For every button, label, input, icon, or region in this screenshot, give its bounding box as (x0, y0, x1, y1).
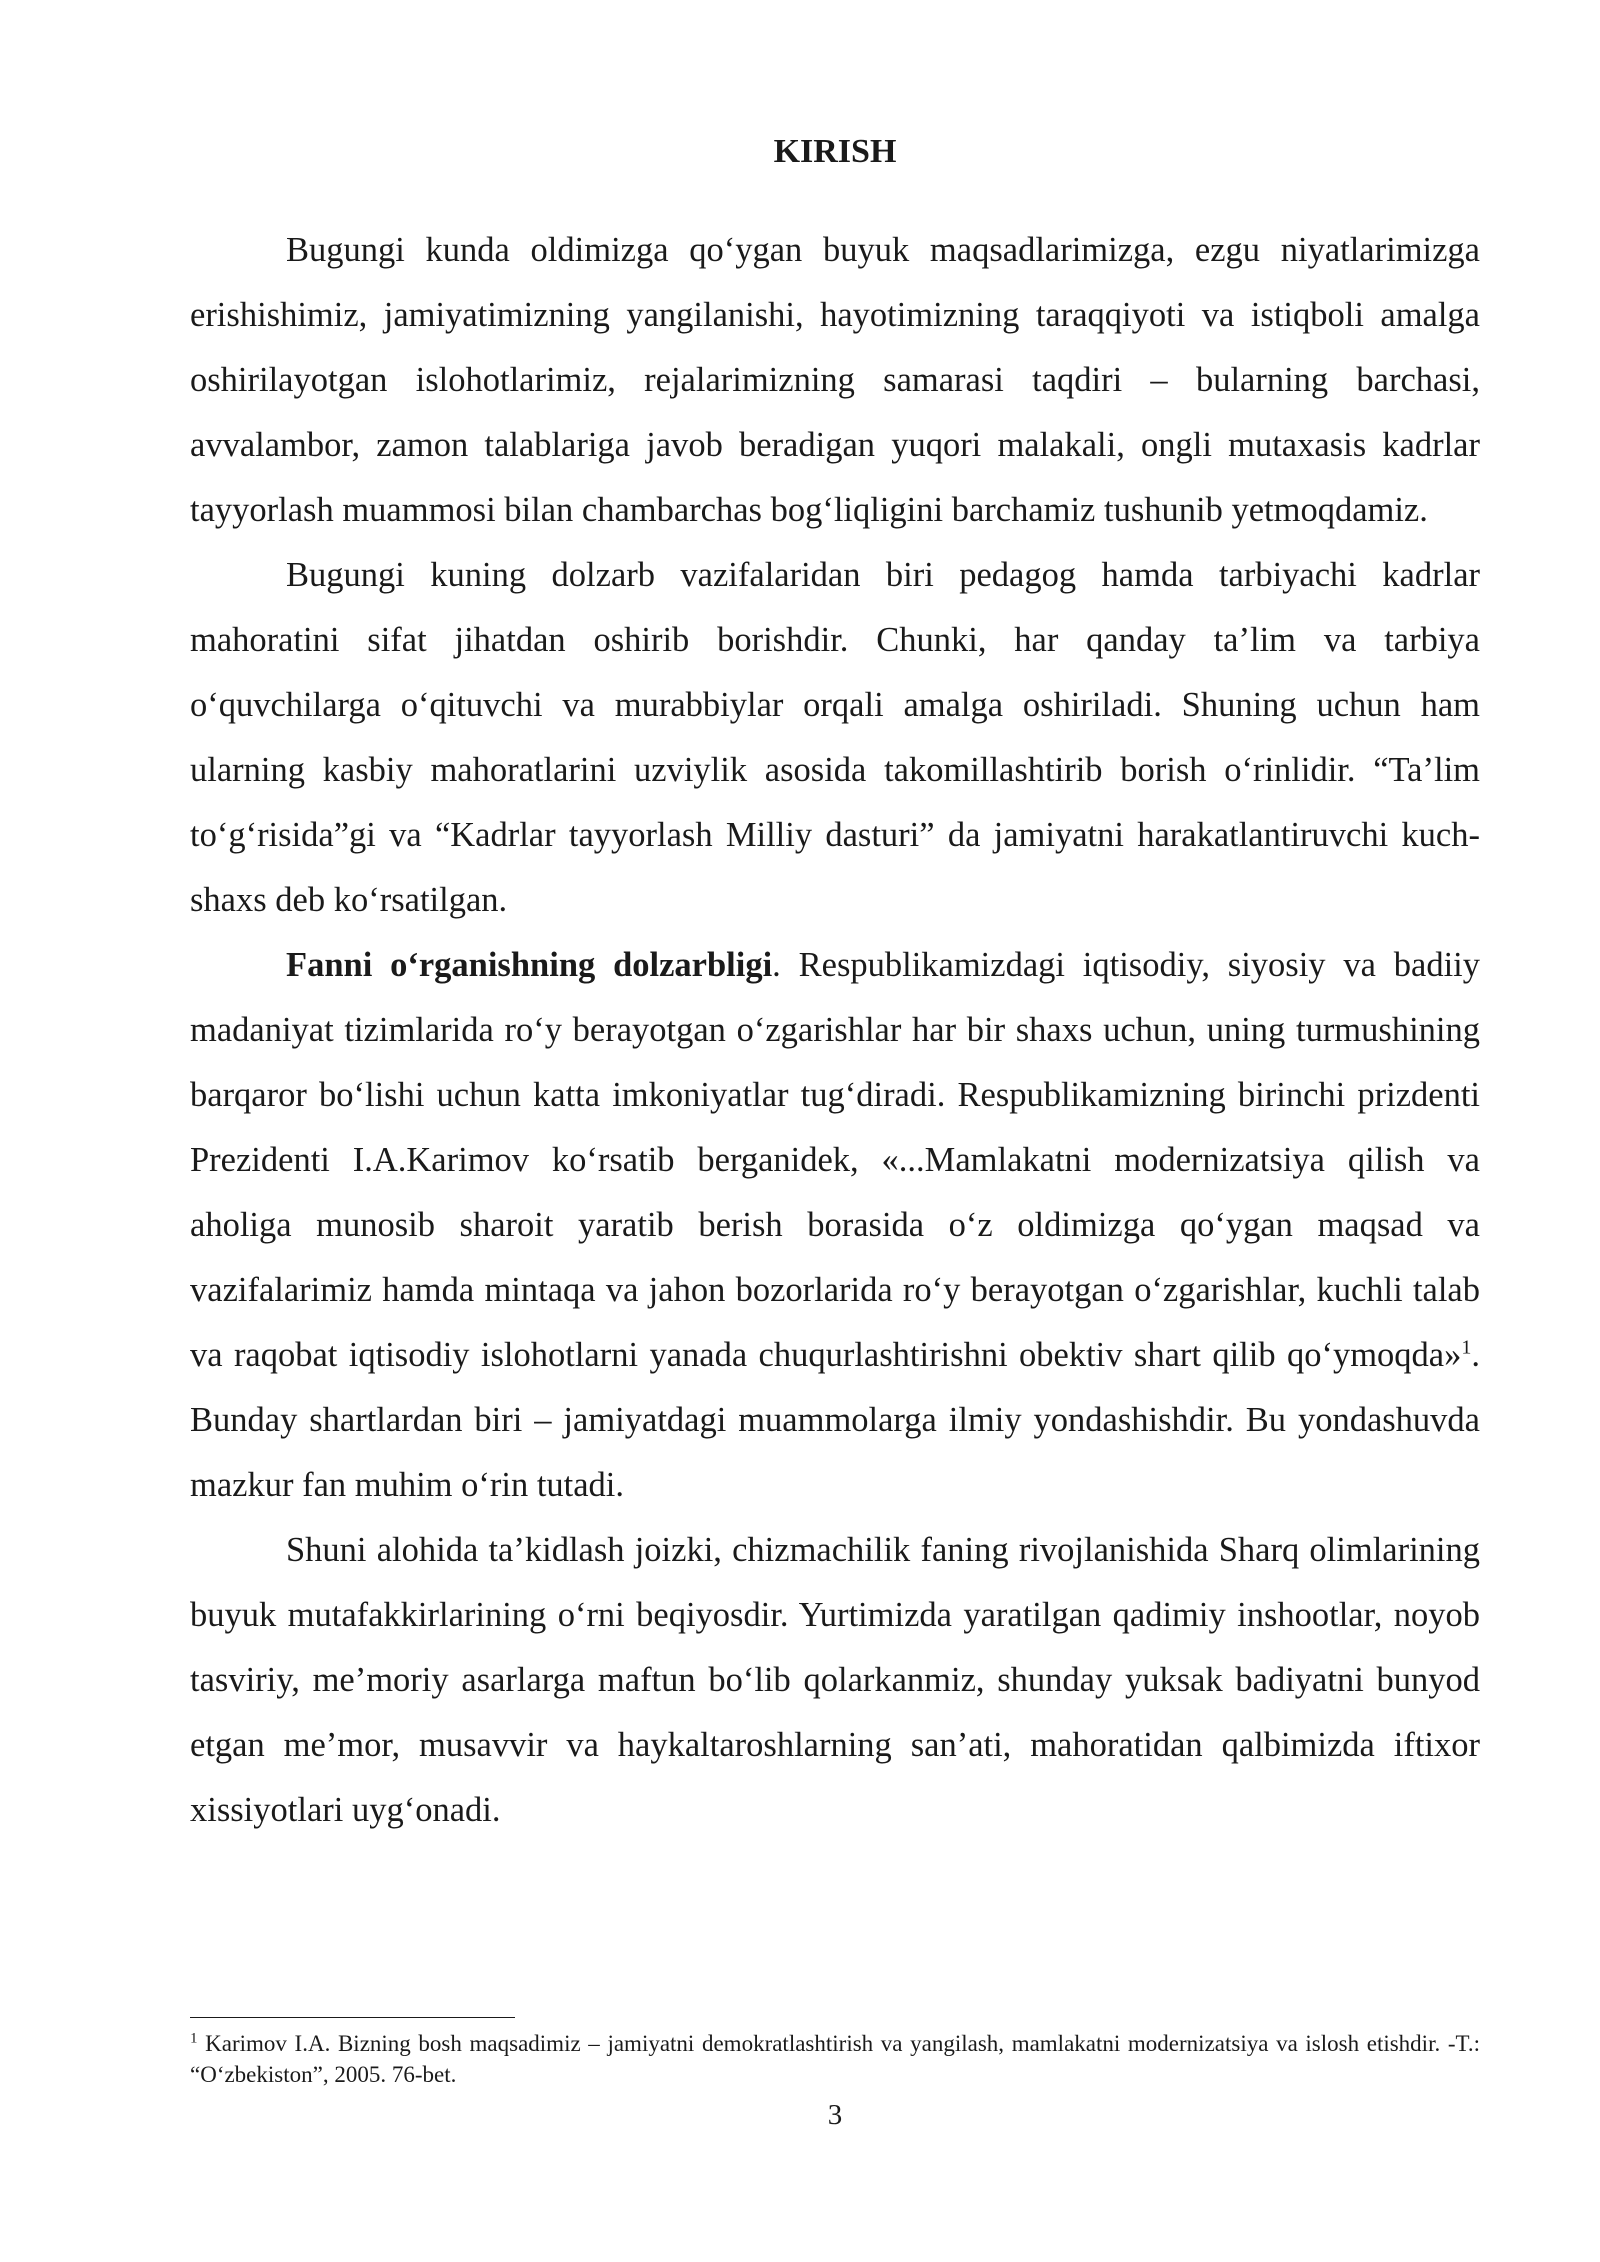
page-number: 3 (827, 2099, 843, 2131)
paragraph-3-text: . Respublikamizdagi iqtisodiy, siyosiy va badiiy madaniyat tizimlarida ro‘y berayotgan o‘zgarishlar har bir shaxs uchun, uning turmushining barqaror bo‘lishi uchun katta imkoniyatlar tug‘diradi. Respublikamizning birinchi prizdenti Prezidenti I.A.Karimov ko‘rsatib berganidek, «...Mamlakatni modernizatsiya qilish va aholiga munosib sharoit yaratib berish borasida o‘z oldimizga qo‘ygan maqsad va vazifalarimiz hamda mintaqa va jahon bozorlarida ro‘y berayotgan o‘zgarishlar, kuchli talab va raqobat iqtisodiy islohotlarni yanada chuqurlashtirishni obektiv shart qilib qo‘ymoqda» (190, 946, 1480, 1374)
footnote-reference[interactable]: 1 (1461, 1336, 1472, 1359)
paragraph-3-heading: Fanni o‘rganishning dolzarbligi (286, 946, 773, 984)
paragraph-4: Shuni alohida ta’kidlash joizki, chizmachilik faning rivojlanishida Sharq olimlarining buyuk mutafakkirlarining o‘rni beqiyosdir. Yurtimizda yaratilgan qadimiy inshootlar, noyob tasviriy, me’moriy asarlarga maftun bo‘lib qolarkanmiz, shunday yuksak badiyatni bunyod etgan me’mor, musavvir va haykaltaroshlarning san’ati, mahoratidan qalbimizda iftixor xissiyotlari uyg‘onadi. (190, 1531, 1480, 1829)
footnote (190, 2028, 1480, 2090)
paragraph-2: Bugungi kuning dolzarb vazifalaridan biri pedagog hamda tarbiyachi kadrlar mahoratini sifat jihatdan oshirib borishdir. Chunki, har qanday ta’lim va tarbiya o‘quvchilarga o‘qituvchi va murabbiylar orqali amalga oshiriladi. Shuning uchun ham ularning kasbiy mahoratlarini uzviylik asosida takomillashtirib borish o‘rinlidir. “Ta’lim to‘g‘risida”gi va “Kadrlar tayyorlash Milliy dasturi” da jamiyatni harakatlantiruvchi kuch-shaxs deb ko‘rsatilgan. (190, 556, 1480, 919)
footnote-separator (190, 2017, 515, 2018)
paragraph-3-text-continued: . Bunday shartlardan biri – jamiyatdagi muammolarga ilmiy yondashishdir. Bu yondashuvda mazkur fan muhim o‘rin tutadi. (190, 1336, 1480, 1504)
paragraph-1: Bugungi kunda oldimizga qo‘ygan buyuk maqsadlarimizga, ezgu niyatlarimizga erishishimiz, jamiyatimizning yangilanishi, hayotimizning taraqqiyoti va istiqboli amalga oshirilayotgan islohotlarimiz, rejalarimizning samarasi taqdiri – bularning barchasi, avvalambor, zamon talablariga javob beradigan yuqori malakali, ongli mutaxasis kadrlar tayyorlash muammosi bilan chambarchas bog‘liqligini barchamiz tushunib yetmoqdamiz. (190, 231, 1480, 529)
paragraph-3 (190, 933, 1480, 1518)
footnote-text: Karimov I.A. Bizning bosh maqsadimiz – jamiyatni demokratlashtirish va yangilash, mamlakatni modernizatsiya va islosh etishdir. -T.: “O‘zbekiston”, 2005. 76-bet. (190, 2031, 1480, 2087)
body-text (190, 218, 1480, 1843)
footnote-mark: 1 (190, 2030, 198, 2047)
page-title: KIRISH (773, 133, 897, 170)
